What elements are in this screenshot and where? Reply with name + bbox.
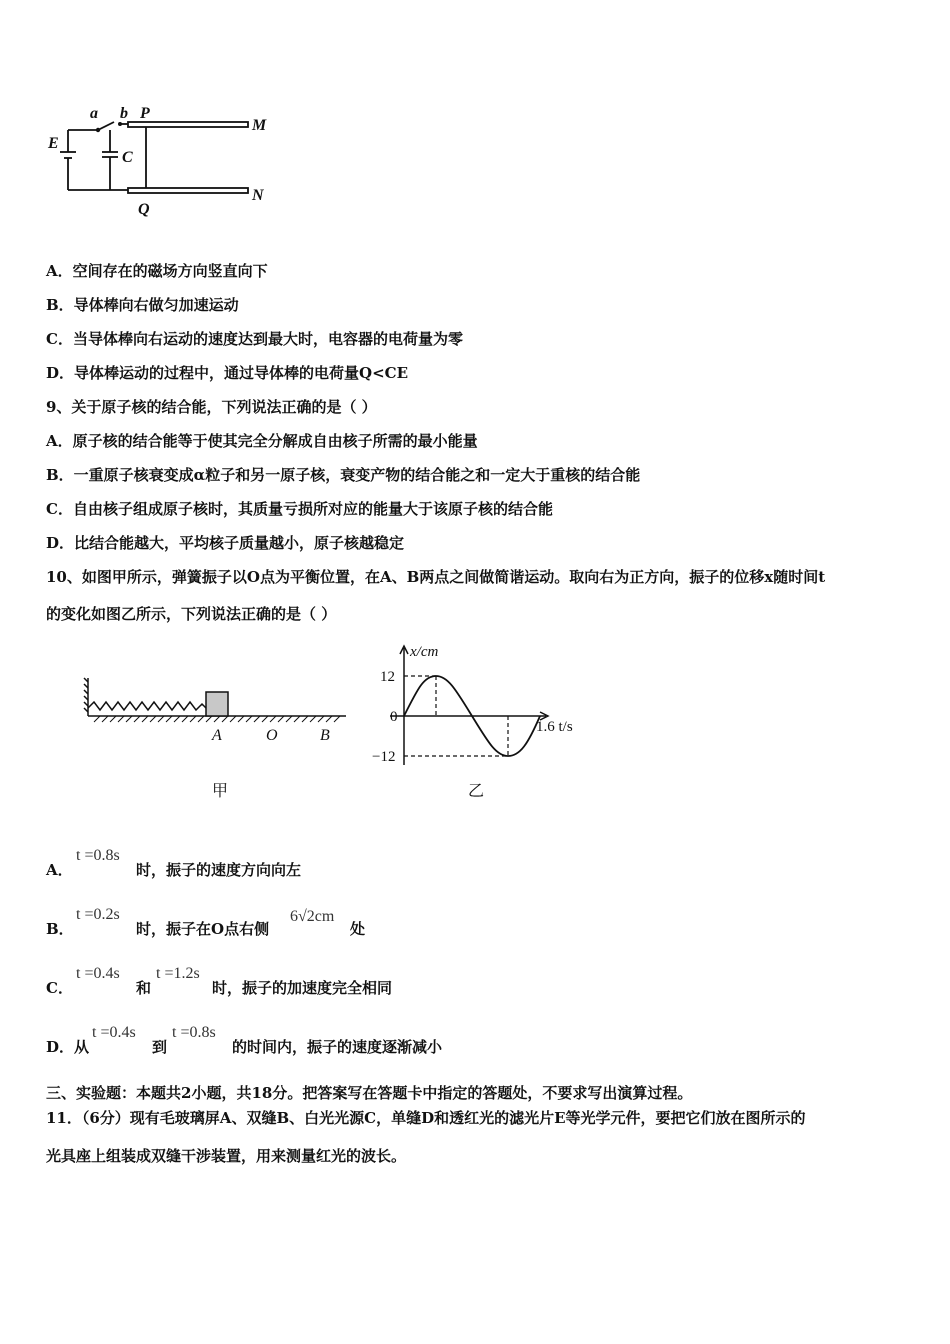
q9-option-c: C．自由核子组成原子核时，其质量亏损所对应的能量大于该原子核的结合能 — [46, 500, 553, 518]
q9-option-d: D．比结合能越大，平均核子质量越小，原子核越稳定 — [46, 534, 405, 552]
q8-option-c: C．当导体棒向右运动的速度达到最大时，电容器的电荷量为零 — [46, 330, 463, 348]
q9-option-a: A．原子核的结合能等于使其完全分解成自由核子所需的最小能量 — [46, 432, 478, 450]
graph-ylabel: x/cm — [410, 644, 439, 660]
q10-stem-line2: 的变化如图乙所示，下列说法正确的是（ ） — [46, 605, 337, 623]
circuit-diagram — [40, 100, 290, 225]
q11-line1: 11．（6分）现有毛玻璃屏A、双缝B、白光光源C，单缝D和透红光的滤光片E等光学元件，要把它们放在图所示的 — [46, 1109, 806, 1127]
fig-jia-label-b: B — [320, 727, 330, 744]
q9-stem: 9、关于原子核的结合能，下列说法正确的是（ ） — [46, 398, 377, 416]
label-N: N — [252, 187, 264, 204]
fig-yi-caption: 乙 — [468, 781, 485, 800]
section3-title: 三、实验题：本题共2小题，共18分。把答案写在答题卡中指定的答题处，不要求写出演算过程。 — [46, 1084, 693, 1102]
q8-option-d: D．导体棒运动的过程中，通过导体棒的电荷量Q<CE — [46, 364, 409, 382]
q10-stem-line1: 10、如图甲所示，弹簧振子以O点为平衡位置，在A、B两点之间做简谐运动。取向右为正方向，振子的位移x随时间t — [46, 568, 826, 586]
q10-option-c-math: t =0.4s — [76, 965, 120, 982]
label-C: C — [122, 149, 133, 166]
q10-option-d-math2: t =0.8s — [172, 1024, 216, 1041]
label-E: E — [48, 135, 59, 152]
fig-jia-caption: 甲 — [212, 781, 229, 800]
graph-ytick-0: 0 — [390, 709, 398, 725]
label-M: M — [252, 117, 267, 134]
q9-option-b: B．一重原子核衰变成α粒子和另一原子核，衰变产物的结合能之和一定大于重核的结合能 — [46, 466, 641, 484]
q10-option-b-math2: 6√2cm — [290, 908, 335, 925]
q10-option-a-math: t =0.8s — [76, 847, 120, 864]
q10-option-c-math2: t =1.2s — [156, 965, 200, 982]
q8-option-b: B．导体棒向右做匀加速运动 — [46, 296, 239, 314]
graph-ytick-neg12: −12 — [372, 749, 396, 765]
displacement-time-graph — [360, 640, 600, 770]
q11-line2: 光具座上组装成双缝干涉装置，用来测量红光的波长。 — [46, 1147, 407, 1165]
label-P: P — [140, 105, 150, 122]
fig-jia-label-a: A — [212, 727, 222, 744]
fig-jia-label-o: O — [266, 727, 278, 744]
q10-option-d-math: t =0.4s — [92, 1024, 136, 1041]
label-b: b — [120, 105, 128, 122]
q10-option-b-math: t =0.2s — [76, 906, 120, 923]
graph-tlabel: 1.6 t/s — [536, 719, 573, 735]
label-a: a — [90, 105, 98, 122]
spring-oscillator-figure — [80, 670, 360, 750]
label-Q: Q — [138, 201, 150, 218]
graph-ytick-12: 12 — [380, 669, 395, 685]
q8-option-a: A．空间存在的磁场方向竖直向下 — [46, 262, 268, 280]
oscillator-block — [206, 692, 228, 716]
